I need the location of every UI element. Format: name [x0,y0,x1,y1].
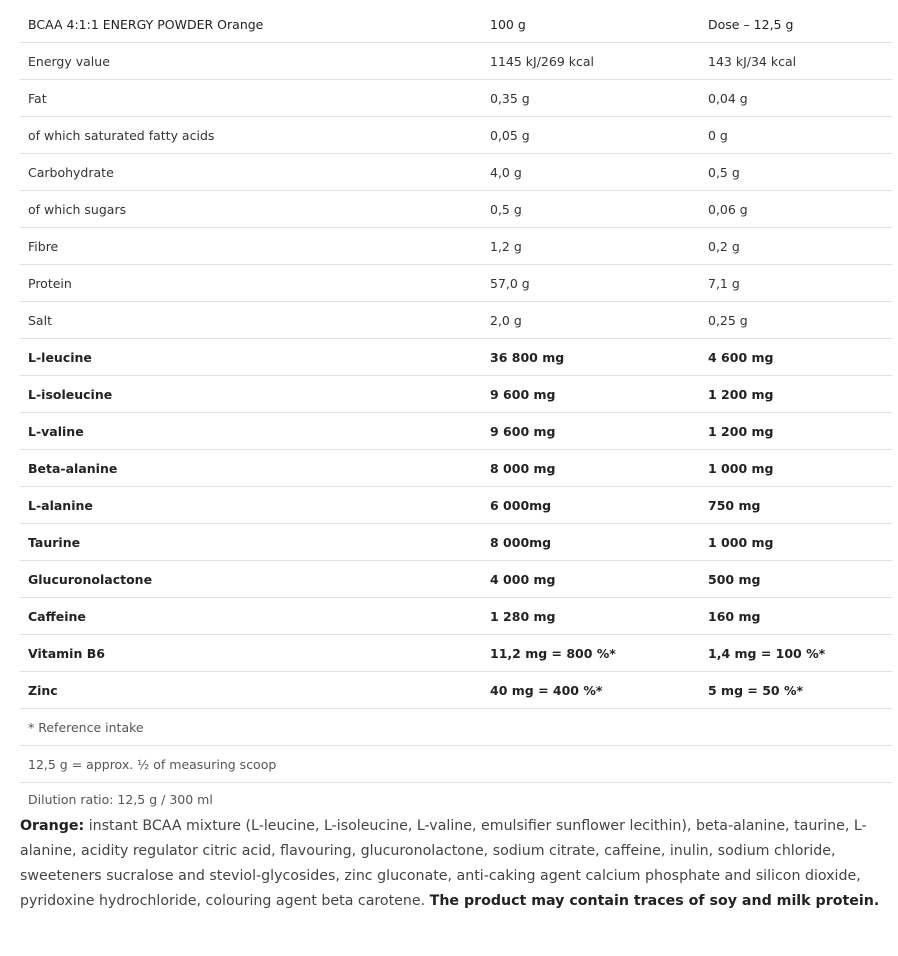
value-per-100g: 2,0 g [490,312,522,328]
value-per-dose: 0,5 g [708,164,740,180]
value-per-100g: 36 800 mg [490,349,565,365]
nutrient-name: Zinc [28,682,58,698]
value-per-100g: 11,2 mg = 800 %* [490,645,616,661]
value-per-dose: 1 000 mg [708,534,774,550]
header-per-dose: Dose – 12,5 g [708,16,794,32]
nutrient-name: L-leucine [28,349,92,365]
table-row [20,191,892,228]
table-row [20,524,892,561]
value-per-100g: 57,0 g [490,275,530,291]
table-row [20,635,892,672]
value-per-100g: 1 280 mg [490,608,556,624]
note-row [20,709,892,746]
table-row [20,339,892,376]
value-per-100g: 8 000mg [490,534,552,550]
value-per-100g: 40 mg = 400 %* [490,682,603,698]
value-per-dose: 5 mg = 50 %* [708,682,804,698]
note-row [20,746,892,783]
value-per-dose: 1 000 mg [708,460,774,476]
value-per-100g: 1145 kJ/269 kcal [490,53,594,69]
nutrient-name: Salt [28,312,52,328]
table-row [20,117,892,154]
value-per-100g: 9 600 mg [490,386,556,402]
value-per-dose: 0,2 g [708,238,740,254]
value-per-100g: 0,5 g [490,201,522,217]
nutrient-name: of which sugars [28,201,127,217]
nutrient-name: Vitamin B6 [28,645,105,661]
allergen-warning: The product may contain traces of soy and milk protein. [429,893,880,909]
table-row [20,43,892,80]
table-row [20,450,892,487]
ingredients-label: Orange: [20,818,85,834]
value-per-100g: 0,05 g [490,127,530,143]
note-dilution: Dilution ratio: 12,5 g / 300 ml [28,791,213,807]
value-per-dose: 0 g [708,127,728,143]
value-per-100g: 4 000 mg [490,571,556,587]
value-per-100g: 6 000mg [490,497,552,513]
table-row [20,228,892,265]
value-per-dose: 160 mg [708,608,761,624]
header-per-100g: 100 g [490,16,526,32]
value-per-dose: 0,06 g [708,201,748,217]
nutrient-name: Caffeine [28,608,86,624]
value-per-dose: 0,04 g [708,90,748,106]
value-per-dose: 4 600 mg [708,349,774,365]
nutrient-name: L-alanine [28,497,93,513]
nutrition-table [20,6,892,815]
nutrient-name: Glucuronolactone [28,571,153,587]
nutrient-name: L-isoleucine [28,386,113,402]
nutrient-name: Taurine [28,534,81,550]
nutrient-name: Fibre [28,238,59,254]
header-product-name: BCAA 4:1:1 ENERGY POWDER Orange [28,16,264,32]
table-row [20,376,892,413]
value-per-dose: 1 200 mg [708,386,774,402]
table-row [20,598,892,635]
nutrient-name: Carbohydrate [28,164,114,180]
note-row [20,783,892,815]
table-row [20,80,892,117]
ingredients-paragraph [20,814,880,914]
nutrient-name: L-valine [28,423,84,439]
value-per-dose: 1 200 mg [708,423,774,439]
value-per-dose: 143 kJ/34 kcal [708,53,797,69]
value-per-dose: 0,25 g [708,312,748,328]
table-row [20,672,892,709]
table-row [20,265,892,302]
value-per-dose: 1,4 mg = 100 %* [708,645,826,661]
value-per-dose: 750 mg [708,497,761,513]
table-header-row [20,6,892,43]
value-per-dose: 7,1 g [708,275,740,291]
nutrient-name: Fat [28,90,47,106]
nutrient-name: Protein [28,275,72,291]
value-per-100g: 8 000 mg [490,460,556,476]
value-per-100g: 0,35 g [490,90,530,106]
nutrient-name: Energy value [28,53,110,69]
table-row [20,154,892,191]
value-per-100g: 1,2 g [490,238,522,254]
nutrient-name: Beta-alanine [28,460,118,476]
value-per-100g: 9 600 mg [490,423,556,439]
table-row [20,302,892,339]
table-row [20,413,892,450]
table-row [20,487,892,524]
nutrient-name: of which saturated fatty acids [28,127,215,143]
value-per-dose: 500 mg [708,571,761,587]
value-per-100g: 4,0 g [490,164,522,180]
note-scoop: 12,5 g = approx. ½ of measuring scoop [28,756,277,772]
note-reference-intake: * Reference intake [28,719,144,735]
ingredients-text: instant BCAA mixture (L-leucine, L-isoleucine, L-valine, emulsifier sunflower lecithin), beta-alanine, taurine, L-alanine, acidity regulator citric acid, flavouring, glucuronolactone, sodium citrate, caffeine, inulin, sodium chloride, sweeteners sucralose and steviol-glycosides, zinc gluconate, anti-caking agent calcium phosphate and silicon dioxide, pyridoxine hydrochloride, colouring agent beta carotene. [20,818,867,909]
table-row [20,561,892,598]
